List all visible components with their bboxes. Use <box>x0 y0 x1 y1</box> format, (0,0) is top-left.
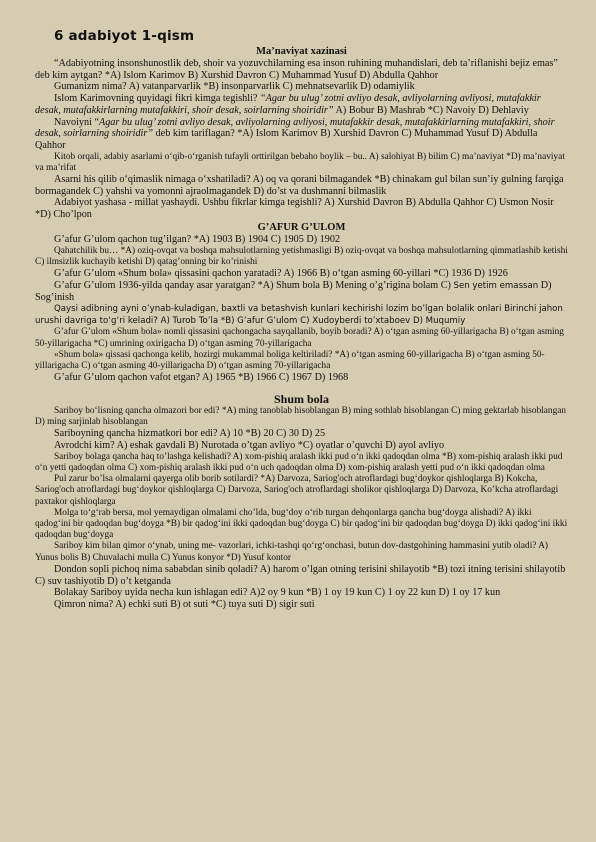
question-paragraph: G’afur G’ulom qachon tug’ilgan? *A) 1903 B) 1904 C) 1905 D) 1902 <box>54 233 341 245</box>
section-heading-gafur-gulom: G’AFUR G’ULOM <box>257 221 346 233</box>
question-paragraph: Dondon sopli pichoq nima sababdan sinib qoladi? A) harom o’lgan otning terisini shilayotib *B) tozi itning terisini shilayotib C) suv tashiyotib D) o’t ketganda <box>35 563 566 587</box>
question-paragraph: Sariboyning qancha hizmatkori bor edi? A) 10 *B) 20 C) 30 D) 25 <box>54 428 326 440</box>
question-paragraph: “Adabiyotning insonshunostlik deb, shoir va yozuvchilarning esa inson ruhining muhandislari, deb ta’riflanishi bejiz emas” deb kim aytgan? *A) Islom Karimov B) Xurshid Davron C) Muhammad Yusuf D) Abdulla Qahhor <box>35 58 558 81</box>
question-paragraph: Sariboy bolaga qancha haq to’lashga kelishadi? A) xom-pishiq aralash ikki pud o‘n ikki qadoqdan olma *B) xom-pishiq aralash ikki pud o‘n yetti qadoqdan olma C) xom-pishiq aralash ikki pud o‘n uch qadoqdan olma D) xom-pishiq aralash yetti pud o‘n ikki qadoqdan olma <box>35 451 563 473</box>
question-paragraph <box>35 93 568 116</box>
question-paragraph: G’afur G’ulom «Shum bola» nomli qissasini qachongacha sayqallanib, boyib boradi? A) o‘tgan asming 60-yillarigacha B) o‘tgan asming 50-yillarigacha *C) umrining oxirigacha D) o‘tgan asming 70-yillarigacha <box>35 327 564 349</box>
quote-italic: Agar bu ulug’ zotni avliyo desak, avliyolarning avliyosi, mutafakkir desak, mutafakkirlarning mutafakkiri, shoir desak, soirlarning shoiridir” <box>35 116 555 140</box>
question-paragraph: Sariboy kim bilan qimor o‘ynab, uning me- vazorlari, ichki-tashqi qo‘rg‘onchasi, butun dov-dastgohining hammasini yutib oladi? A) Yunus bolis B) Chuvalachi mulla C) Yunus konyor *D) Yusuf kontor <box>35 541 549 563</box>
section-heading-shum-bola: Shum bola <box>273 391 330 406</box>
question-paragraph: Kitob orqali, adabiy asarlami o‘qib-o‘rganish tufayli orttirilgan bebaho boylik – bu.. A) salohiyat B) bilim C) ma’naviyat *D) ma’naviyat va ma’rifat <box>35 151 565 173</box>
question-paragraph: G’afur G’ulom qachon vafot etgan? A) 1965 *B) 1966 C) 1967 D) 1968 <box>54 372 349 384</box>
question-paragraph <box>35 117 568 152</box>
question-paragraph: Asarni his qilib o‘qimaslik nimaga o‘xshatiladi? A) oq va qorani bilmagandek *B) chinakam gul bilan sun’iy gulning farqiga bormagandek C) yahshi va yomonni ajraolmagandek D) do’st va dushmanni bilmaslik <box>35 174 564 197</box>
question-text: G’afur G’ulom 1936-yilda qanday asar yaratgan? *A) Shum bola B) Mening o’g’rigina bolam C) <box>54 279 454 291</box>
answer-option-small: Sen yetim emassan <box>453 280 539 291</box>
question-paragraph: Gumanizm nima? A) vatanparvarlik *B) insonparvarlik C) mehnatsevarlik D) odamiylik <box>54 81 415 93</box>
question-text: Navoiyni “ <box>54 116 99 128</box>
question-paragraph: Qimron nima? A) echki suti B) ot suti *C) tuya suti D) sigir suti <box>54 598 315 610</box>
question-paragraph: Qaysi adibning ayni o’ynab-kuladigan, baxtli va betashvish kunlari kechirishi lozim bo’lgan bolalik onlari Birinchi jahon urushi davriga to‘g‘ri keladi? A) Turob To’la *B) G’afur G’ulom C) Xudoyberdi to’xtaboev D) Muqumiy <box>35 304 563 326</box>
answer-options: A) Bobur B) Mashrab *C) Navoiy D) Dehlaviy <box>333 104 529 116</box>
answer-options: deb kim tariflagan? *A) Islom Karimov B) Xurshid Davron C) Muhammad Yusuf D) Abdulla Qahhor <box>35 128 538 151</box>
question-paragraph: «Shum bola» qissasi qachonga kelib, hozirgi mukammal holiga keltiriladi? *A) o‘tgan asming 60-yillarigacha B) o‘tgan asming 50-yillarigacha C) o‘tgan asming 40-yillarigacha D) o‘tgan asming 70-yillarigacha <box>35 349 545 372</box>
document-title: 6 adabiyot 1-qism <box>54 28 195 44</box>
section-heading-manaviyat: Ma’naviyat xazinasi <box>256 46 347 57</box>
question-paragraph: Avrodchi kim? A) eshak gavdali B) Nurotada o’tgan avliyo *C) oyatlar o’quvchi D) ayol avliyo <box>54 440 445 452</box>
question-paragraph: Molga to‘g‘rab bersa, mol yemaydigan olmalami cho’lda, bug‘doy o‘rib turgan dehqonlarga qancha bug‘doyga alishadi? A) ikki qadog‘ini bir qadoqdan bug‘doyga *B) bir qadog‘ini ikki qadoqdan bug‘doyga C) bir qadog‘ini bir qadoqdan bug‘doyga D) ikki qadog‘ini ikki qadoqdan bug‘doyga <box>35 507 568 541</box>
question-paragraph: Sariboy bo‘lisning qancha olmazori bor edi? *A) ming tanoblab hisoblangan B) ming sothlab hisoblangan C) ming gektarlab hisoblangan D) ming sarjinlab hisoblangan <box>35 405 567 428</box>
question-paragraph: Bolakay Sariboy uyida necha kun ishlagan edi? A)2 oy 9 kun *B) 1 oy 19 kun C) 1 oy 22 kun D) 1 oy 17 kun <box>54 587 501 599</box>
question-paragraph: Adabiyot yashasa - millat yashaydi. Ushbu fikrlar kimga tegishli? A) Xurshid Davron B) Abdulla Qahhor C) Usmon Nosir *D) Cho’lpon <box>35 197 554 221</box>
question-paragraph <box>35 280 568 304</box>
question-paragraph: G’afur G’ulom «Shum bola» qissasini qachon yaratadi? A) 1966 B) o‘tgan asming 60-yillari *C) 1936 D) 1926 <box>54 267 508 279</box>
quote-italic: “Agar bu ulug’ zotni avliyo desak, avliyolarning avliyosi, mutafakkir desak, mutafakkirlarning mutafakkiri, shoir desak, soirlarning shoiridir” <box>35 93 541 116</box>
question-text: Islom Karimovning quyidagi fikri kimga tegishli? <box>54 93 260 105</box>
answer-options: D) Sog’inish <box>35 279 552 304</box>
question-paragraph: Pul zarur bo’lsa olmalarni qayerga olib borib sotilardi? *A) Darvoza, Sariog'och atroflardagi bug‘doykor qishloqlarga B) Kokcha, Sariog'och atroflardagi bug‘doykor qishloqlarga C) Darvoza, Sariog'och atroflardagi sholikor qishloqlarga D) Darvoza, Ko’kcha atroflardagi paxtakor qishloqlarga <box>35 474 559 507</box>
question-paragraph: Qahatchilik bu… *A) oziq-ovqat va boshqa mahsulotlarning yetishmasligi B) oziq-ovqat va boshqa mahsulotlarning qimmatlashib ketishi C) ilmsizlik kuchayib ketishi D) qatag’onning bir ko’rinishi <box>35 245 568 267</box>
